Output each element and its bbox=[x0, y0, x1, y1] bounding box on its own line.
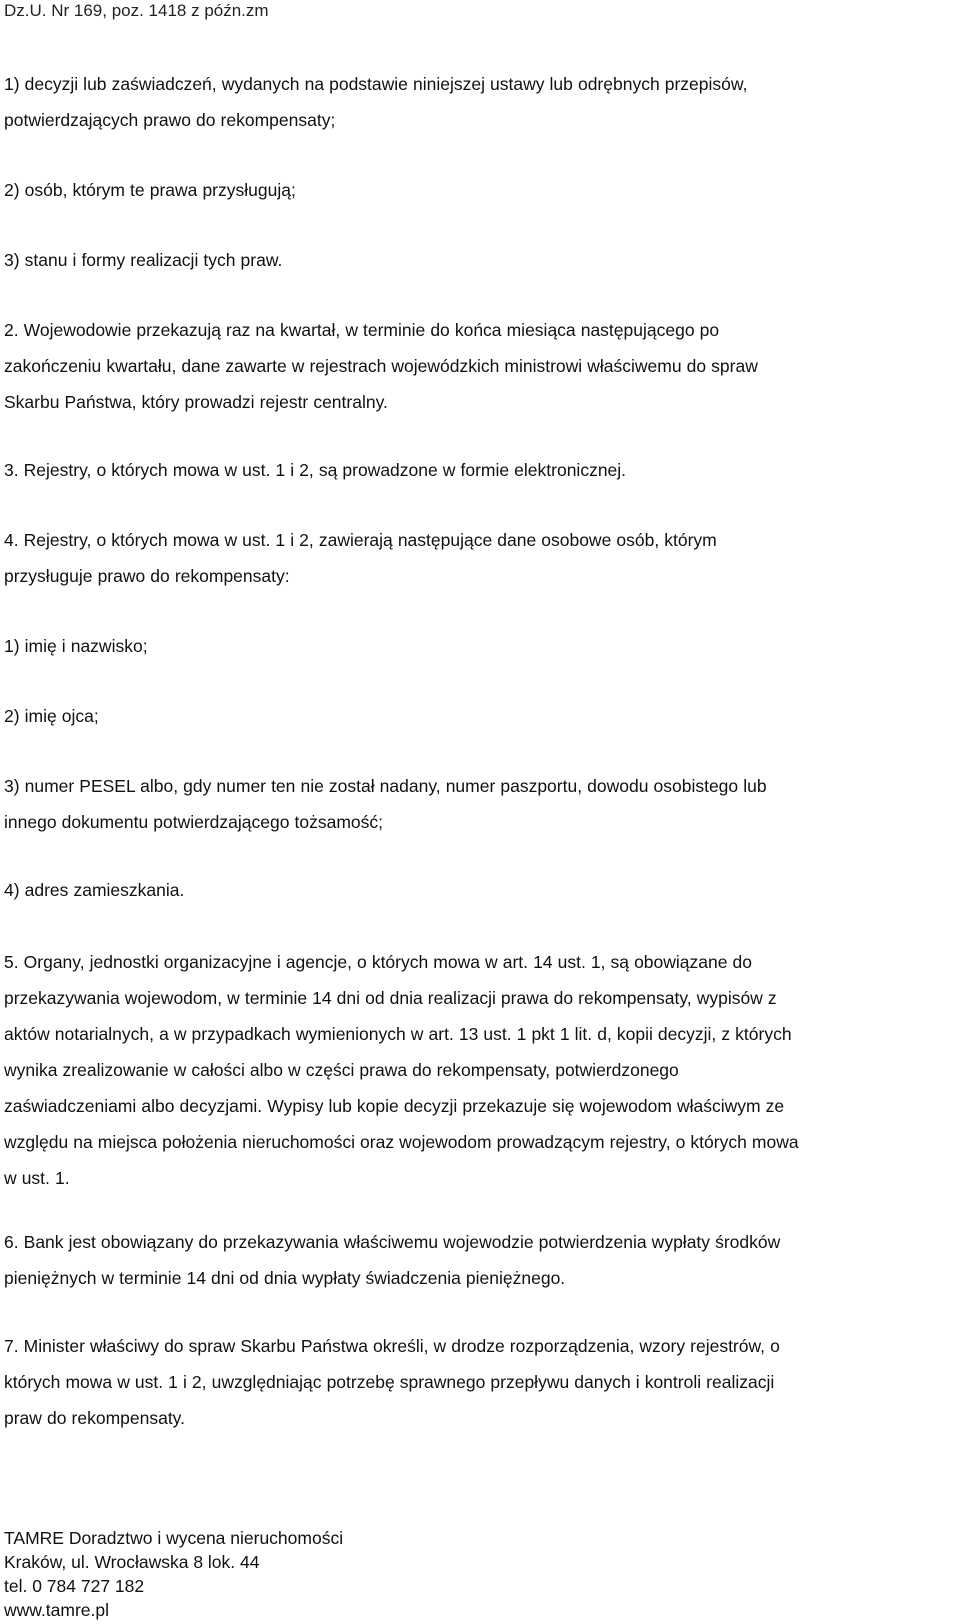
list-item-status bbox=[4, 242, 954, 278]
text-line: 2) osób, którym te prawa przysługują; bbox=[4, 180, 296, 200]
text-line: 2) imię ojca; bbox=[4, 706, 99, 726]
text-line: zaświadczeniami albo decyzjami. Wypisy lub kopie decyzji przekazuje się wojewodom właściwym ze bbox=[4, 1096, 785, 1116]
section-5-paragraph bbox=[4, 944, 954, 1196]
text-line: 4. Rejestry, o których mowa w ust. 1 i 2, zawierają następujące dane osobowe osób, którym bbox=[4, 530, 717, 550]
text-line: 3. Rejestry, o których mowa w ust. 1 i 2, są prowadzone w formie elektronicznej. bbox=[4, 460, 627, 480]
section-7-paragraph bbox=[4, 1328, 954, 1436]
list-item-father-name bbox=[4, 698, 954, 734]
text-line: pieniężnych w terminie 14 dni od dnia wypłaty świadczenia pieniężnego. bbox=[4, 1268, 566, 1288]
text-line: 5. Organy, jednostki organizacyjne i agencje, o których mowa w art. 14 ust. 1, są obowiązane do bbox=[4, 952, 753, 972]
footer-phone: tel. 0 784 727 182 bbox=[4, 1576, 145, 1596]
text-line: względu na miejsca położenia nieruchomości oraz wojewodom prowadzącym rejestry, o których mowa bbox=[4, 1132, 799, 1152]
section-6-paragraph bbox=[4, 1224, 954, 1296]
list-item-address bbox=[4, 872, 954, 908]
list-item-decisions bbox=[4, 66, 954, 138]
text-line: innego dokumentu potwierdzającego tożsamość; bbox=[4, 812, 384, 832]
footer-address: Kraków, ul. Wrocławska 8 lok. 44 bbox=[4, 1552, 260, 1572]
footer-company: TAMRE Doradztwo i wycena nieruchomości bbox=[4, 1528, 344, 1548]
text-line: przekazywania wojewodom, w terminie 14 dni od dnia realizacji prawa do rekompensaty, wypisów z bbox=[4, 988, 777, 1008]
page-footer bbox=[4, 1526, 343, 1622]
page-header-citation: Dz.U. Nr 169, poz. 1418 z późn.zm bbox=[4, 1, 269, 20]
list-item-persons bbox=[4, 172, 954, 208]
text-line: zakończeniu kwartału, dane zawarte w rejestrach wojewódzkich ministrowi właściwemu do spraw bbox=[4, 356, 758, 376]
section-3-paragraph bbox=[4, 452, 954, 488]
footer-website-link[interactable]: www.tamre.pl bbox=[4, 1600, 110, 1620]
text-line: przysługuje prawo do rekompensaty: bbox=[4, 566, 290, 586]
text-line: 6. Bank jest obowiązany do przekazywania właściwemu wojewodzie potwierdzenia wypłaty środków bbox=[4, 1232, 781, 1252]
text-line: aktów notarialnych, a w przypadkach wymienionych w art. 13 ust. 1 pkt 1 lit. d, kopii decyzji, z których bbox=[4, 1024, 792, 1044]
text-line: 2. Wojewodowie przekazują raz na kwartał, w terminie do końca miesiąca następującego po bbox=[4, 320, 720, 340]
text-line: 3) stanu i formy realizacji tych praw. bbox=[4, 250, 283, 270]
text-line: 1) imię i nazwisko; bbox=[4, 636, 148, 656]
text-line: 7. Minister właściwy do spraw Skarbu Państwa określi, w drodze rozporządzenia, wzory rejestrów, o bbox=[4, 1336, 780, 1356]
list-item-name bbox=[4, 628, 954, 664]
text-line: 3) numer PESEL albo, gdy numer ten nie został nadany, numer paszportu, dowodu osobistego lub bbox=[4, 776, 767, 796]
section-4-paragraph bbox=[4, 522, 954, 594]
list-item-pesel bbox=[4, 768, 954, 840]
text-line: 4) adres zamieszkania. bbox=[4, 880, 185, 900]
text-line: których mowa w ust. 1 i 2, uwzględniając potrzebę sprawnego przepływu danych i kontroli realizacji bbox=[4, 1372, 775, 1392]
text-line: wynika zrealizowanie w całości albo w części prawa do rekompensaty, potwierdzonego bbox=[4, 1060, 679, 1080]
text-line: w ust. 1. bbox=[4, 1168, 70, 1188]
section-2-paragraph bbox=[4, 312, 954, 420]
text-line: praw do rekompensaty. bbox=[4, 1408, 185, 1428]
text-line: 1) decyzji lub zaświadczeń, wydanych na podstawie niniejszej ustawy lub odrębnych przepisów, bbox=[4, 74, 748, 94]
text-line: Skarbu Państwa, który prowadzi rejestr centralny. bbox=[4, 392, 388, 412]
text-line: potwierdzających prawo do rekompensaty; bbox=[4, 110, 336, 130]
